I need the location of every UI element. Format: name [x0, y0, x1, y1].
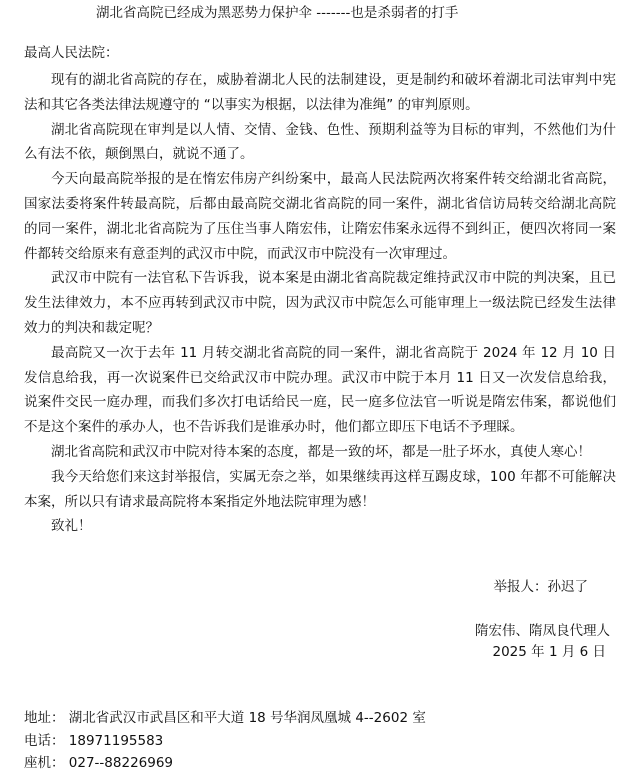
- paragraph: 现有的湖北省高院的存在，威胁着湖北人民的法制建设，更是制约和破坏着湖北司法审判中宪法和其它各类法律法规遵守的 “以事实为根据，以法律为准绳” 的审判原则。: [24, 72, 616, 113]
- signer-line: 举报人：孙迟了: [493, 579, 588, 595]
- closing-greeting: 致礼！: [51, 518, 92, 535]
- paragraph: 湖北省高院现在审判是以人情、交情、金钱、色性、预期利益等为目标的审判，不然他们为什么有法不依，颠倒黑白，就说不通了。: [24, 121, 616, 163]
- date-line: 2025 年 1 月 6 日: [492, 644, 606, 660]
- paragraph: 最高院又一次于去年 11 月转交湖北省高院的同一案件，湖北省高院于 2024 年 12 月 10 日发信息给我，再一次说案件已交给武汉市中院办理。武汉市中院于本月 11 日又一次发信息给我，说案件交民一庭办理，而我们多次打电话给民一庭，民一庭多位法官一听说是隋宏伟案，都说他们不是这个案件的承办人，也不告诉我们是谁承办时，他们都立即压下电话不予理睬。: [24, 344, 616, 436]
- paragraph: 湖北省高院和武汉市中院对待本案的态度，都是一致的坏，都是一肚子坏水，真使人寒心！: [51, 443, 591, 460]
- contact-address: 地址： 湖北省武汉市武昌区和平大道 18 号华润凤凰城 4--2602 室: [24, 710, 426, 726]
- letter-body: [24, 68, 616, 539]
- paragraph: 武汉市中院有一法官私下告诉我，说本案是由湖北省高院裁定维持武汉市中院的判决案，且已发生法律效力，本不应再转到武汉市中院，因为武汉市中院怎么可能审理上一级法院已经发生法律效力的判决和裁定呢？: [24, 270, 616, 336]
- document-title: 湖北省高院已经成为黑恶势力保护伞 -------也是杀弱者的打手: [96, 5, 459, 21]
- contact-landline: 座机： 027--88226969: [24, 755, 174, 771]
- paragraph: 今天向最高院举报的是在惰宏伟房产纠纷案中，最高人民法院两次将案件转交给湖北省高院，国家法委将案件转最高院，后都由最高院交湖北省高院的同一案件，湖北省信访局转交给湖北高院的同一案件，湖北北省高院为了压住当事人隋宏伟，让隋宏伟案永远得不到纠正，便四次将同一案件都转交给原来有意歪判的武汉市中院，而武汉市中院没有一次审理过。: [24, 171, 616, 262]
- contact-phone: 电话： 18971195583: [24, 733, 164, 749]
- salutation: 最高人民法院：: [24, 45, 119, 61]
- paragraph: 我今天给您们来这封举报信，实属无奈之举，如果继续再这样互踢皮球，100 年都不可能解决本案，所以只有请求最高院将本案指定外地法院审理为感！: [24, 468, 616, 510]
- agent-line: 隋宏伟、隋凤良代理人: [475, 623, 610, 639]
